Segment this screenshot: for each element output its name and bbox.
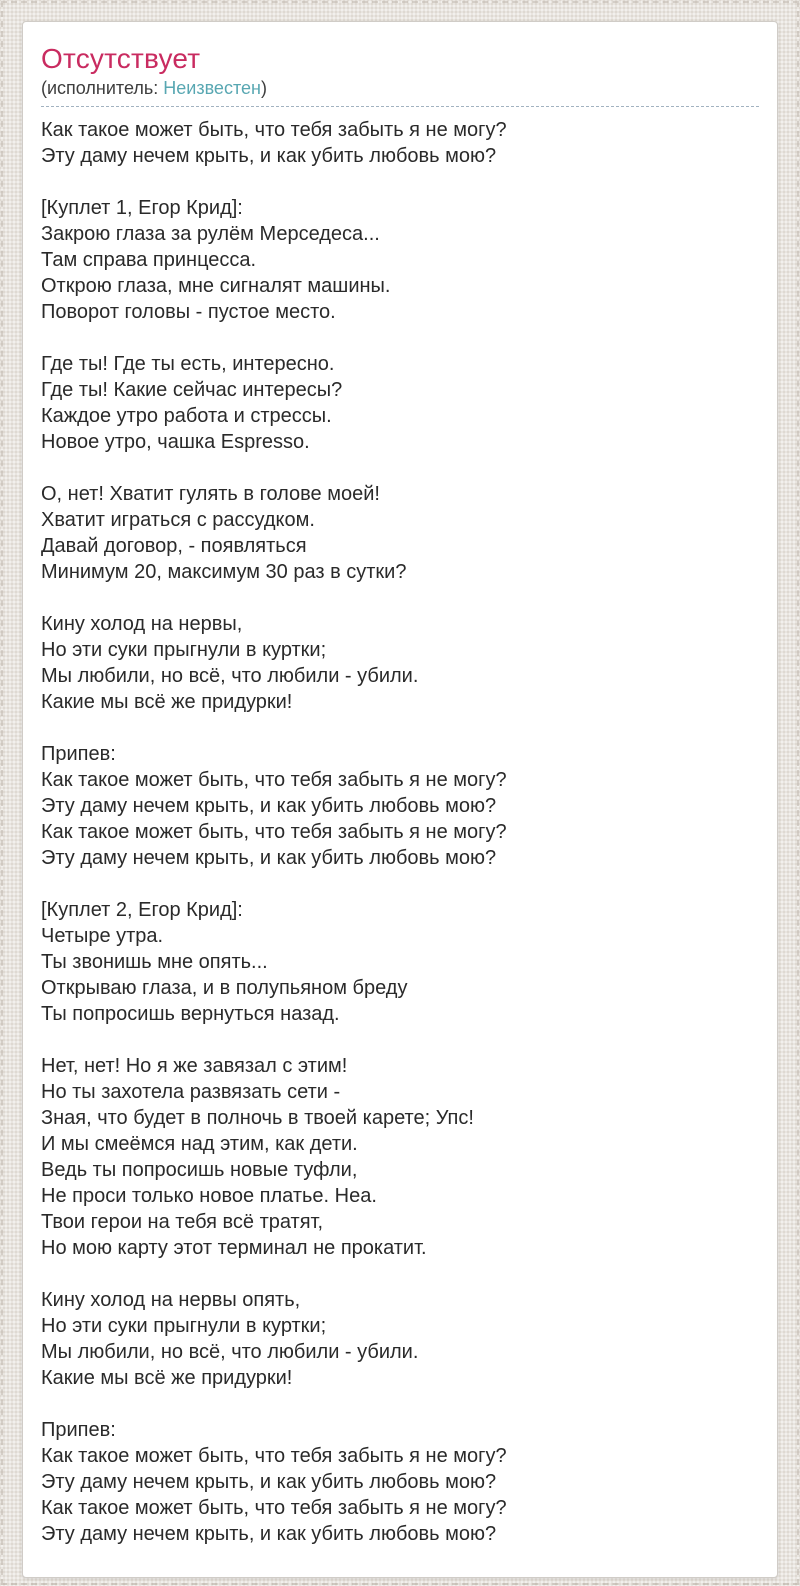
lyric-stanza (41, 117, 759, 169)
lyric-line: Ведь ты попросишь новые туфли, (41, 1159, 358, 1181)
lyric-line: Как такое может быть, что тебя забыть я не могу? (41, 119, 507, 141)
lyric-line: Открою глаза, мне сигналят машины. (41, 275, 391, 297)
lyric-line: [Куплет 1, Егор Крид]: (41, 197, 243, 219)
lyric-line: Эту даму нечем крыть, и как убить любовь мою? (41, 795, 497, 817)
lyric-line: Как такое может быть, что тебя забыть я не могу? (41, 769, 507, 791)
lyric-line: Но эти суки прыгнули в куртки; (41, 1315, 327, 1337)
lyric-line: Не проси только новое платье. Неа. (41, 1185, 377, 1207)
lyric-line: Но ты захотела развязать сети - (41, 1081, 341, 1103)
lyric-line: Там справа принцесса. (41, 249, 257, 271)
lyric-line: Четыре утра. (41, 925, 164, 947)
lyric-line: Эту даму нечем крыть, и как убить любовь мою? (41, 1523, 497, 1545)
page-title: Отсутствует (41, 43, 201, 74)
lyric-stanza (41, 1053, 759, 1261)
lyric-line: Как такое может быть, что тебя забыть я не могу? (41, 1497, 507, 1519)
lyric-line: Мы любили, но всё, что любили - убили. (41, 1341, 419, 1363)
artist-prefix: (исполнитель: (41, 78, 164, 98)
lyric-line: Кину холод на нервы, (41, 613, 243, 635)
lyric-line: О, нет! Хватит гулять в голове моей! (41, 483, 380, 505)
lyric-line: Нет, нет! Но я же завязал с этим! (41, 1055, 348, 1077)
lyric-line: Твои герои на тебя всё тратят, (41, 1211, 324, 1233)
artist-link[interactable]: Неизвестен (163, 78, 261, 98)
lyric-stanza (41, 897, 759, 1027)
lyric-line: Каждое утро работа и стрессы. (41, 405, 332, 427)
lyric-line: Мы любили, но всё, что любили - убили. (41, 665, 419, 687)
lyric-stanza (41, 1417, 759, 1547)
lyric-line: Кину холод на нервы опять, (41, 1289, 301, 1311)
lyric-stanza (41, 741, 759, 871)
lyric-line: [Куплет 2, Егор Крид]: (41, 899, 243, 921)
lyric-line: Эту даму нечем крыть, и как убить любовь мою? (41, 847, 497, 869)
lyric-stanza (41, 611, 759, 715)
lyric-line: Как такое может быть, что тебя забыть я не могу? (41, 1445, 507, 1467)
lyric-line: Эту даму нечем крыть, и как убить любовь мою? (41, 1471, 497, 1493)
lyric-line: Новое утро, чашка Espresso. (41, 431, 310, 453)
lyric-line: Ты попросишь вернуться назад. (41, 1003, 340, 1025)
lyric-line: Эту даму нечем крыть, и как убить любовь мою? (41, 145, 497, 167)
lyric-line: Открываю глаза, и в полупьяном бреду (41, 977, 408, 999)
lyric-stanza (41, 351, 759, 455)
lyric-line: Какие мы всё же придурки! (41, 691, 293, 713)
lyric-line: Припев: (41, 1419, 116, 1441)
lyric-line: Припев: (41, 743, 116, 765)
lyric-line: Где ты! Какие сейчас интересы? (41, 379, 343, 401)
lyric-line: Ты звонишь мне опять... (41, 951, 268, 973)
lyric-stanza (41, 481, 759, 585)
artist-suffix: ) (260, 78, 267, 98)
lyric-line: Но мою карту этот терминал не прокатит. (41, 1237, 427, 1259)
artist-line (41, 77, 759, 99)
lyric-line: И мы смеёмся над этим, как дети. (41, 1133, 358, 1155)
lyric-line: Закрою глаза за рулём Мерседеса... (41, 223, 380, 245)
lyrics-card (22, 21, 778, 1578)
lyric-line: Где ты! Где ты есть, интересно. (41, 353, 335, 375)
lyric-line: Но эти суки прыгнули в куртки; (41, 639, 327, 661)
lyric-line: Как такое может быть, что тебя забыть я не могу? (41, 821, 507, 843)
lyric-line: Давай договор, - появляться (41, 535, 307, 557)
lyrics (41, 117, 759, 1547)
lyric-line: Минимум 20, максимум 30 раз в сутки? (41, 561, 407, 583)
lyric-line: Поворот головы - пустое место. (41, 301, 336, 323)
lyric-line: Хватит играться с рассудком. (41, 509, 315, 531)
lyric-stanza (41, 1287, 759, 1391)
lyric-line: Зная, что будет в полночь в твоей карете; Упс! (41, 1107, 474, 1129)
lyric-stanza (41, 195, 759, 325)
lyrics-header (41, 44, 759, 107)
lyric-line: Какие мы всё же придурки! (41, 1367, 293, 1389)
